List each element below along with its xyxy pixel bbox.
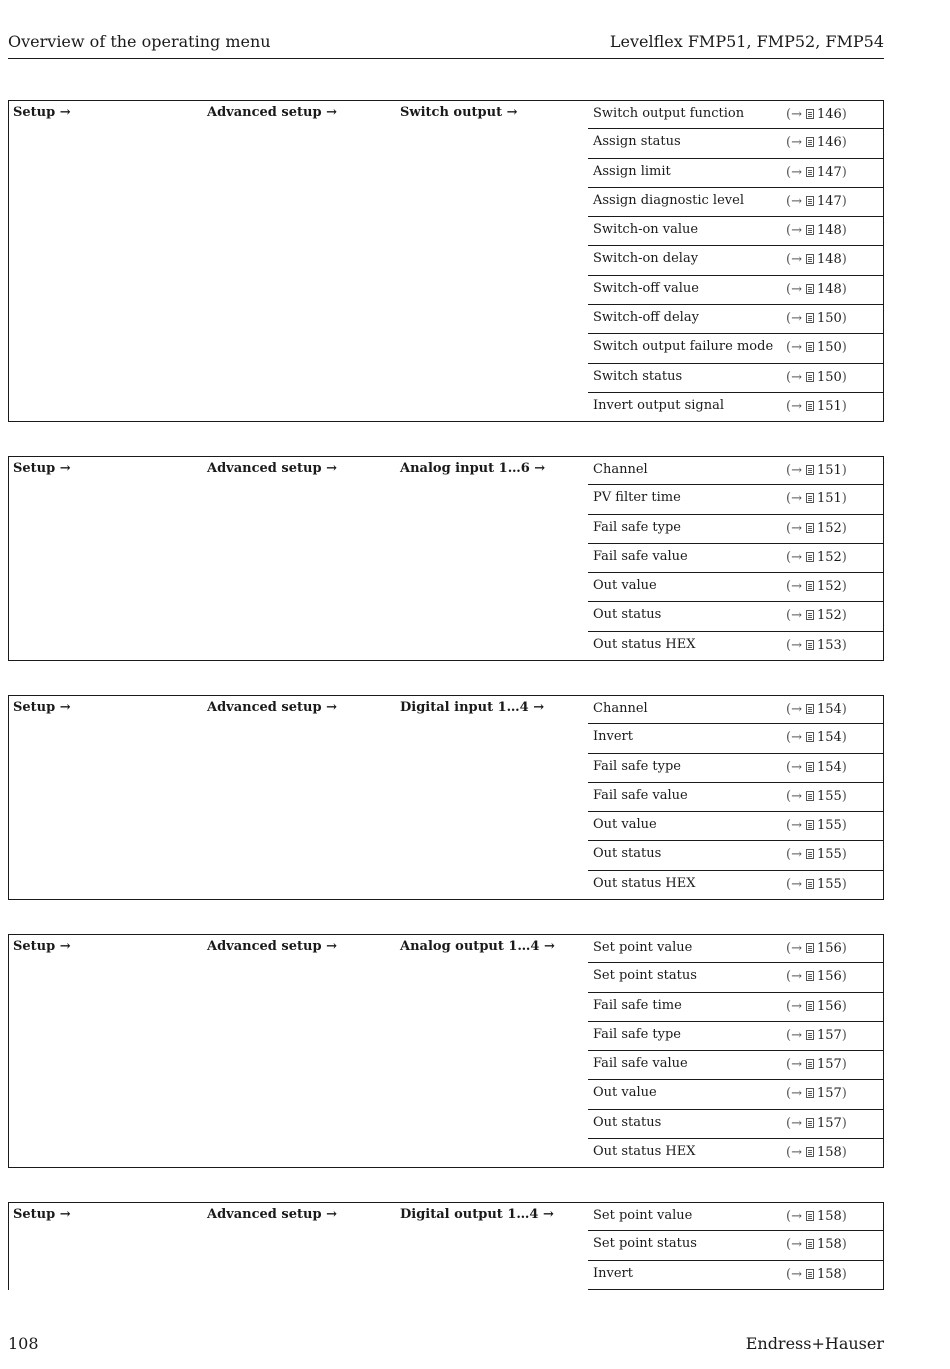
- menu-block: [8, 100, 884, 422]
- page-reference: [786, 194, 847, 209]
- ref-prefix: (→: [786, 876, 802, 892]
- page-icon: [806, 284, 814, 294]
- page-icon: [806, 372, 814, 382]
- page-icon: [806, 791, 814, 801]
- page-ref-number: 157: [816, 1057, 842, 1073]
- parameter-name: Assign status: [593, 134, 681, 150]
- ref-suffix: ): [841, 788, 847, 804]
- parameter-row: [588, 993, 884, 1022]
- menu-block: [8, 456, 884, 661]
- page-ref-number: 155: [816, 788, 842, 804]
- ref-suffix: ): [841, 1115, 847, 1131]
- page-reference: [786, 941, 847, 956]
- ref-prefix: (→: [786, 969, 802, 985]
- menu-block: [8, 695, 884, 900]
- page-ref-number: 156: [816, 969, 842, 985]
- parameter-name: Fail safe type: [593, 519, 681, 535]
- ref-suffix: ): [841, 1027, 847, 1043]
- page-ref-number: 147: [816, 164, 842, 180]
- page-reference: [786, 847, 847, 862]
- ref-prefix: (→: [786, 193, 802, 209]
- parameter-name: Set point value: [593, 1208, 693, 1223]
- ref-prefix: (→: [786, 107, 802, 122]
- page-ref-number: 148: [816, 223, 842, 239]
- parameter-name: Switch output function: [593, 106, 745, 121]
- parameter-name: Fail safe time: [593, 997, 682, 1013]
- parameter-name: Switch-off delay: [593, 310, 699, 326]
- block-frame: [8, 100, 588, 422]
- ref-prefix: (→: [786, 1237, 802, 1253]
- menu-block: [8, 934, 884, 1168]
- page-ref-number: 155: [816, 876, 842, 892]
- page-ref-number: 150: [816, 340, 842, 356]
- parameter-name: Switch-off value: [593, 280, 699, 296]
- ref-suffix: ): [841, 876, 847, 892]
- page-reference: [786, 877, 847, 892]
- page-icon: [806, 342, 814, 352]
- nav-level-1: Setup →: [13, 105, 71, 120]
- parameter-name: Fail safe value: [593, 548, 688, 564]
- page-reference: [786, 1028, 847, 1043]
- page-icon: [806, 167, 814, 177]
- ref-suffix: ): [841, 1057, 847, 1073]
- ref-suffix: ): [841, 941, 847, 956]
- parameter-row: [588, 632, 884, 661]
- parameter-name: Out status: [593, 846, 662, 862]
- page-reference: [786, 282, 847, 297]
- page-ref-number: 157: [816, 1027, 842, 1043]
- page-icon: [806, 313, 814, 323]
- ref-suffix: ): [841, 818, 847, 834]
- page-ref-number: 146: [816, 107, 842, 122]
- page-reference: [786, 579, 847, 594]
- parameter-name: Out value: [593, 578, 657, 594]
- page-ref-number: 157: [816, 1115, 842, 1131]
- page-ref-number: 151: [816, 463, 842, 478]
- parameter-row: [588, 246, 884, 275]
- page-reference: [786, 638, 847, 653]
- parameter-name: Assign limit: [593, 163, 671, 179]
- page-reference: [786, 1267, 847, 1282]
- ref-prefix: (→: [786, 463, 802, 478]
- page-icon: [806, 849, 814, 859]
- page-ref-number: 148: [816, 252, 842, 268]
- ref-suffix: ): [841, 311, 847, 327]
- parameter-row: [588, 963, 884, 992]
- parameter-name: Switch-on value: [593, 222, 699, 238]
- parameter-row: [588, 1261, 884, 1290]
- page-icon: [806, 1059, 814, 1069]
- parameter-row: [588, 393, 884, 422]
- parameter-row: [588, 217, 884, 246]
- page-reference: [786, 760, 847, 775]
- ref-prefix: (→: [786, 311, 802, 327]
- ref-suffix: ): [841, 1145, 847, 1161]
- parameter-row: [588, 1051, 884, 1080]
- ref-prefix: (→: [786, 340, 802, 356]
- page-ref-number: 151: [816, 398, 842, 414]
- page-ref-number: 148: [816, 281, 842, 297]
- ref-suffix: ): [841, 193, 847, 209]
- parameter-row: [588, 334, 884, 363]
- page-icon: [806, 581, 814, 591]
- ref-prefix: (→: [786, 223, 802, 239]
- parameter-name: Fail safe value: [593, 1056, 688, 1072]
- page-icon: [806, 1118, 814, 1128]
- page-reference: [786, 223, 847, 238]
- page-reference: [786, 789, 847, 804]
- ref-suffix: ): [841, 369, 847, 385]
- page-icon: [806, 1030, 814, 1040]
- ref-suffix: ): [841, 608, 847, 624]
- page-icon: [806, 1088, 814, 1098]
- ref-prefix: (→: [786, 702, 802, 717]
- nav-level-2: Advanced setup →: [207, 700, 337, 715]
- page-icon: [806, 225, 814, 235]
- parameter-row: [588, 188, 884, 217]
- ref-prefix: (→: [786, 1086, 802, 1102]
- ref-suffix: ): [841, 1086, 847, 1102]
- page-ref-number: 154: [816, 730, 842, 746]
- page-reference: [786, 370, 847, 385]
- page-reference: [786, 1116, 847, 1131]
- page-number: 108: [8, 1334, 39, 1353]
- page-ref-number: 155: [816, 818, 842, 834]
- parameter-row: [588, 1231, 884, 1260]
- ref-prefix: (→: [786, 1115, 802, 1131]
- ref-prefix: (→: [786, 164, 802, 180]
- ref-prefix: (→: [786, 847, 802, 863]
- ref-suffix: ): [841, 759, 847, 775]
- parameter-row: [588, 1110, 884, 1139]
- parameter-name: Switch-on delay: [593, 251, 699, 267]
- page-reference: [786, 1057, 847, 1072]
- page-ref-number: 152: [816, 520, 842, 536]
- page-ref-number: 153: [816, 637, 842, 653]
- parameter-row: [588, 100, 884, 129]
- ref-prefix: (→: [786, 1027, 802, 1043]
- parameter-row: [588, 871, 884, 900]
- parameter-name: Out value: [593, 1085, 657, 1101]
- page-reference: [786, 311, 847, 326]
- ref-prefix: (→: [786, 637, 802, 653]
- page-reference: [786, 491, 847, 506]
- parameter-name: Switch output failure mode: [593, 339, 774, 355]
- ref-suffix: ): [841, 520, 847, 536]
- ref-suffix: ): [841, 281, 847, 297]
- page-icon: [806, 640, 814, 650]
- page-reference: [786, 165, 847, 180]
- nav-level-1: Setup →: [13, 1207, 71, 1222]
- parameter-row: [588, 695, 884, 724]
- page-ref-number: 158: [816, 1209, 842, 1224]
- nav-level-2: Advanced setup →: [207, 105, 337, 120]
- page-icon: [806, 493, 814, 503]
- page-ref-number: 157: [816, 1086, 842, 1102]
- parameter-name: Fail safe type: [593, 1026, 681, 1042]
- nav-level-3: Switch output →: [400, 105, 518, 120]
- page-icon: [806, 704, 814, 714]
- page-icon: [806, 254, 814, 264]
- parameter-name: Out value: [593, 817, 657, 833]
- ref-suffix: ): [841, 1237, 847, 1253]
- parameter-row: [588, 485, 884, 514]
- ref-suffix: ): [841, 398, 847, 414]
- parameter-row: [588, 602, 884, 631]
- page-ref-number: 146: [816, 135, 842, 151]
- ref-suffix: ): [841, 1266, 847, 1282]
- page-ref-number: 158: [816, 1237, 842, 1253]
- page-ref-number: 154: [816, 702, 842, 717]
- ref-suffix: ): [841, 491, 847, 507]
- page-ref-number: 151: [816, 491, 842, 507]
- ref-suffix: ): [841, 252, 847, 268]
- page-reference: [786, 107, 847, 122]
- parameter-name: Invert: [593, 1265, 633, 1281]
- ref-prefix: (→: [786, 759, 802, 775]
- parameter-name: Out status HEX: [593, 1144, 696, 1160]
- parameter-list: [588, 1202, 884, 1290]
- ref-prefix: (→: [786, 998, 802, 1014]
- page-icon: [806, 732, 814, 742]
- page-icon: [806, 465, 814, 475]
- parameter-name: Channel: [593, 462, 648, 477]
- nav-level-1: Setup →: [13, 939, 71, 954]
- ref-suffix: ): [841, 998, 847, 1014]
- parameter-name: Set point status: [593, 1236, 697, 1252]
- nav-level-2: Advanced setup →: [207, 1207, 337, 1222]
- nav-level-2: Advanced setup →: [207, 461, 337, 476]
- page-ref-number: 156: [816, 998, 842, 1014]
- ref-prefix: (→: [786, 730, 802, 746]
- parameter-row: [588, 129, 884, 158]
- ref-prefix: (→: [786, 579, 802, 595]
- ref-prefix: (→: [786, 135, 802, 151]
- page-reference: [786, 399, 847, 414]
- parameter-list: [588, 934, 884, 1168]
- ref-suffix: ): [841, 847, 847, 863]
- page-reference: [786, 730, 847, 745]
- nav-level-3: Digital input 1…4 →: [400, 700, 545, 715]
- ref-suffix: ): [841, 164, 847, 180]
- ref-suffix: ): [841, 637, 847, 653]
- page-icon: [806, 109, 814, 119]
- nav-level-2: Advanced setup →: [207, 939, 337, 954]
- parameter-list: [588, 456, 884, 661]
- parameter-name: Invert output signal: [593, 397, 725, 413]
- page-reference: [786, 1237, 847, 1252]
- ref-prefix: (→: [786, 941, 802, 956]
- page-icon: [806, 401, 814, 411]
- parameter-row: [588, 305, 884, 334]
- page-reference: [786, 1209, 847, 1224]
- page-ref-number: 154: [816, 759, 842, 775]
- parameter-name: PV filter time: [593, 490, 681, 506]
- ref-prefix: (→: [786, 1057, 802, 1073]
- ref-prefix: (→: [786, 1209, 802, 1224]
- header-product-name: Levelflex FMP51, FMP52, FMP54: [609, 32, 884, 51]
- parameter-row: [588, 276, 884, 305]
- parameter-name: Fail safe type: [593, 758, 681, 774]
- block-frame: [8, 695, 588, 900]
- nav-level-3: Analog input 1…6 →: [400, 461, 546, 476]
- parameter-row: [588, 1080, 884, 1109]
- page-reference: [786, 550, 847, 565]
- parameter-name: Out status: [593, 1114, 662, 1130]
- page-icon: [806, 1211, 814, 1221]
- page-icon: [806, 943, 814, 953]
- page-icon: [806, 1001, 814, 1011]
- parameter-row: [588, 934, 884, 963]
- ref-prefix: (→: [786, 608, 802, 624]
- ref-suffix: ): [841, 969, 847, 985]
- page-ref-number: 150: [816, 369, 842, 385]
- page-header: [8, 30, 884, 59]
- ref-prefix: (→: [786, 398, 802, 414]
- page-ref-number: 152: [816, 549, 842, 565]
- page-icon: [806, 1269, 814, 1279]
- ref-prefix: (→: [786, 491, 802, 507]
- ref-suffix: ): [841, 702, 847, 717]
- page-ref-number: 152: [816, 608, 842, 624]
- parameter-row: [588, 544, 884, 573]
- page-icon: [806, 879, 814, 889]
- parameter-name: Assign diagnostic level: [593, 192, 744, 208]
- menu-block: [8, 1202, 884, 1290]
- nav-level-1: Setup →: [13, 461, 71, 476]
- page-icon: [806, 137, 814, 147]
- parameter-name: Set point value: [593, 940, 693, 955]
- parameter-row: [588, 364, 884, 393]
- parameter-row: [588, 456, 884, 485]
- nav-level-3: Analog output 1…4 →: [400, 939, 555, 954]
- page-icon: [806, 196, 814, 206]
- page-reference: [786, 608, 847, 623]
- parameter-name: Channel: [593, 701, 648, 716]
- page-icon: [806, 1147, 814, 1157]
- parameter-row: [588, 754, 884, 783]
- parameter-row: [588, 724, 884, 753]
- page-reference: [786, 818, 847, 833]
- ref-prefix: (→: [786, 252, 802, 268]
- ref-prefix: (→: [786, 1266, 802, 1282]
- parameter-row: [588, 1022, 884, 1051]
- page-icon: [806, 1239, 814, 1249]
- parameter-row: [588, 812, 884, 841]
- parameter-row: [588, 783, 884, 812]
- page-reference: [786, 340, 847, 355]
- page-icon: [806, 610, 814, 620]
- parameter-list: [588, 100, 884, 422]
- parameter-row: [588, 1202, 884, 1231]
- ref-suffix: ): [841, 549, 847, 565]
- page-reference: [786, 521, 847, 536]
- parameter-name: Out status HEX: [593, 875, 696, 891]
- parameter-list: [588, 695, 884, 900]
- page-reference: [786, 252, 847, 267]
- ref-suffix: ): [841, 107, 847, 122]
- page-ref-number: 158: [816, 1266, 842, 1282]
- page-reference: [786, 969, 847, 984]
- page-icon: [806, 820, 814, 830]
- block-frame: [8, 934, 588, 1168]
- nav-level-1: Setup →: [13, 700, 71, 715]
- parameter-name: Invert: [593, 729, 633, 745]
- page-reference: [786, 1145, 847, 1160]
- parameter-row: [588, 515, 884, 544]
- page-icon: [806, 523, 814, 533]
- parameter-row: [588, 841, 884, 870]
- parameter-name: Switch status: [593, 368, 683, 384]
- page-ref-number: 152: [816, 579, 842, 595]
- ref-prefix: (→: [786, 1145, 802, 1161]
- page-icon: [806, 552, 814, 562]
- page-ref-number: 158: [816, 1145, 842, 1161]
- ref-suffix: ): [841, 223, 847, 239]
- page-ref-number: 155: [816, 847, 842, 863]
- page-reference: [786, 135, 847, 150]
- page-icon: [806, 971, 814, 981]
- ref-prefix: (→: [786, 818, 802, 834]
- page-reference: [786, 1086, 847, 1101]
- ref-suffix: ): [841, 135, 847, 151]
- ref-prefix: (→: [786, 281, 802, 297]
- parameter-row: [588, 159, 884, 188]
- page-reference: [786, 702, 847, 717]
- nav-level-3: Digital output 1…4 →: [400, 1207, 554, 1222]
- parameter-row: [588, 1139, 884, 1168]
- parameter-name: Out status HEX: [593, 636, 696, 652]
- ref-suffix: ): [841, 340, 847, 356]
- ref-suffix: ): [841, 463, 847, 478]
- page-icon: [806, 762, 814, 772]
- block-frame: [8, 456, 588, 661]
- page-reference: [786, 999, 847, 1014]
- ref-prefix: (→: [786, 520, 802, 536]
- footer-brand: Endress+Hauser: [745, 1334, 884, 1353]
- ref-suffix: ): [841, 579, 847, 595]
- page-ref-number: 156: [816, 941, 842, 956]
- parameter-name: Fail safe value: [593, 787, 688, 803]
- ref-suffix: ): [841, 1209, 847, 1224]
- ref-prefix: (→: [786, 549, 802, 565]
- page-ref-number: 150: [816, 311, 842, 327]
- ref-prefix: (→: [786, 369, 802, 385]
- ref-prefix: (→: [786, 788, 802, 804]
- page-ref-number: 147: [816, 193, 842, 209]
- parameter-name: Set point status: [593, 968, 697, 984]
- ref-suffix: ): [841, 730, 847, 746]
- parameter-row: [588, 573, 884, 602]
- parameter-name: Out status: [593, 607, 662, 623]
- page-reference: [786, 463, 847, 478]
- header-section-title: Overview of the operating menu: [8, 32, 271, 51]
